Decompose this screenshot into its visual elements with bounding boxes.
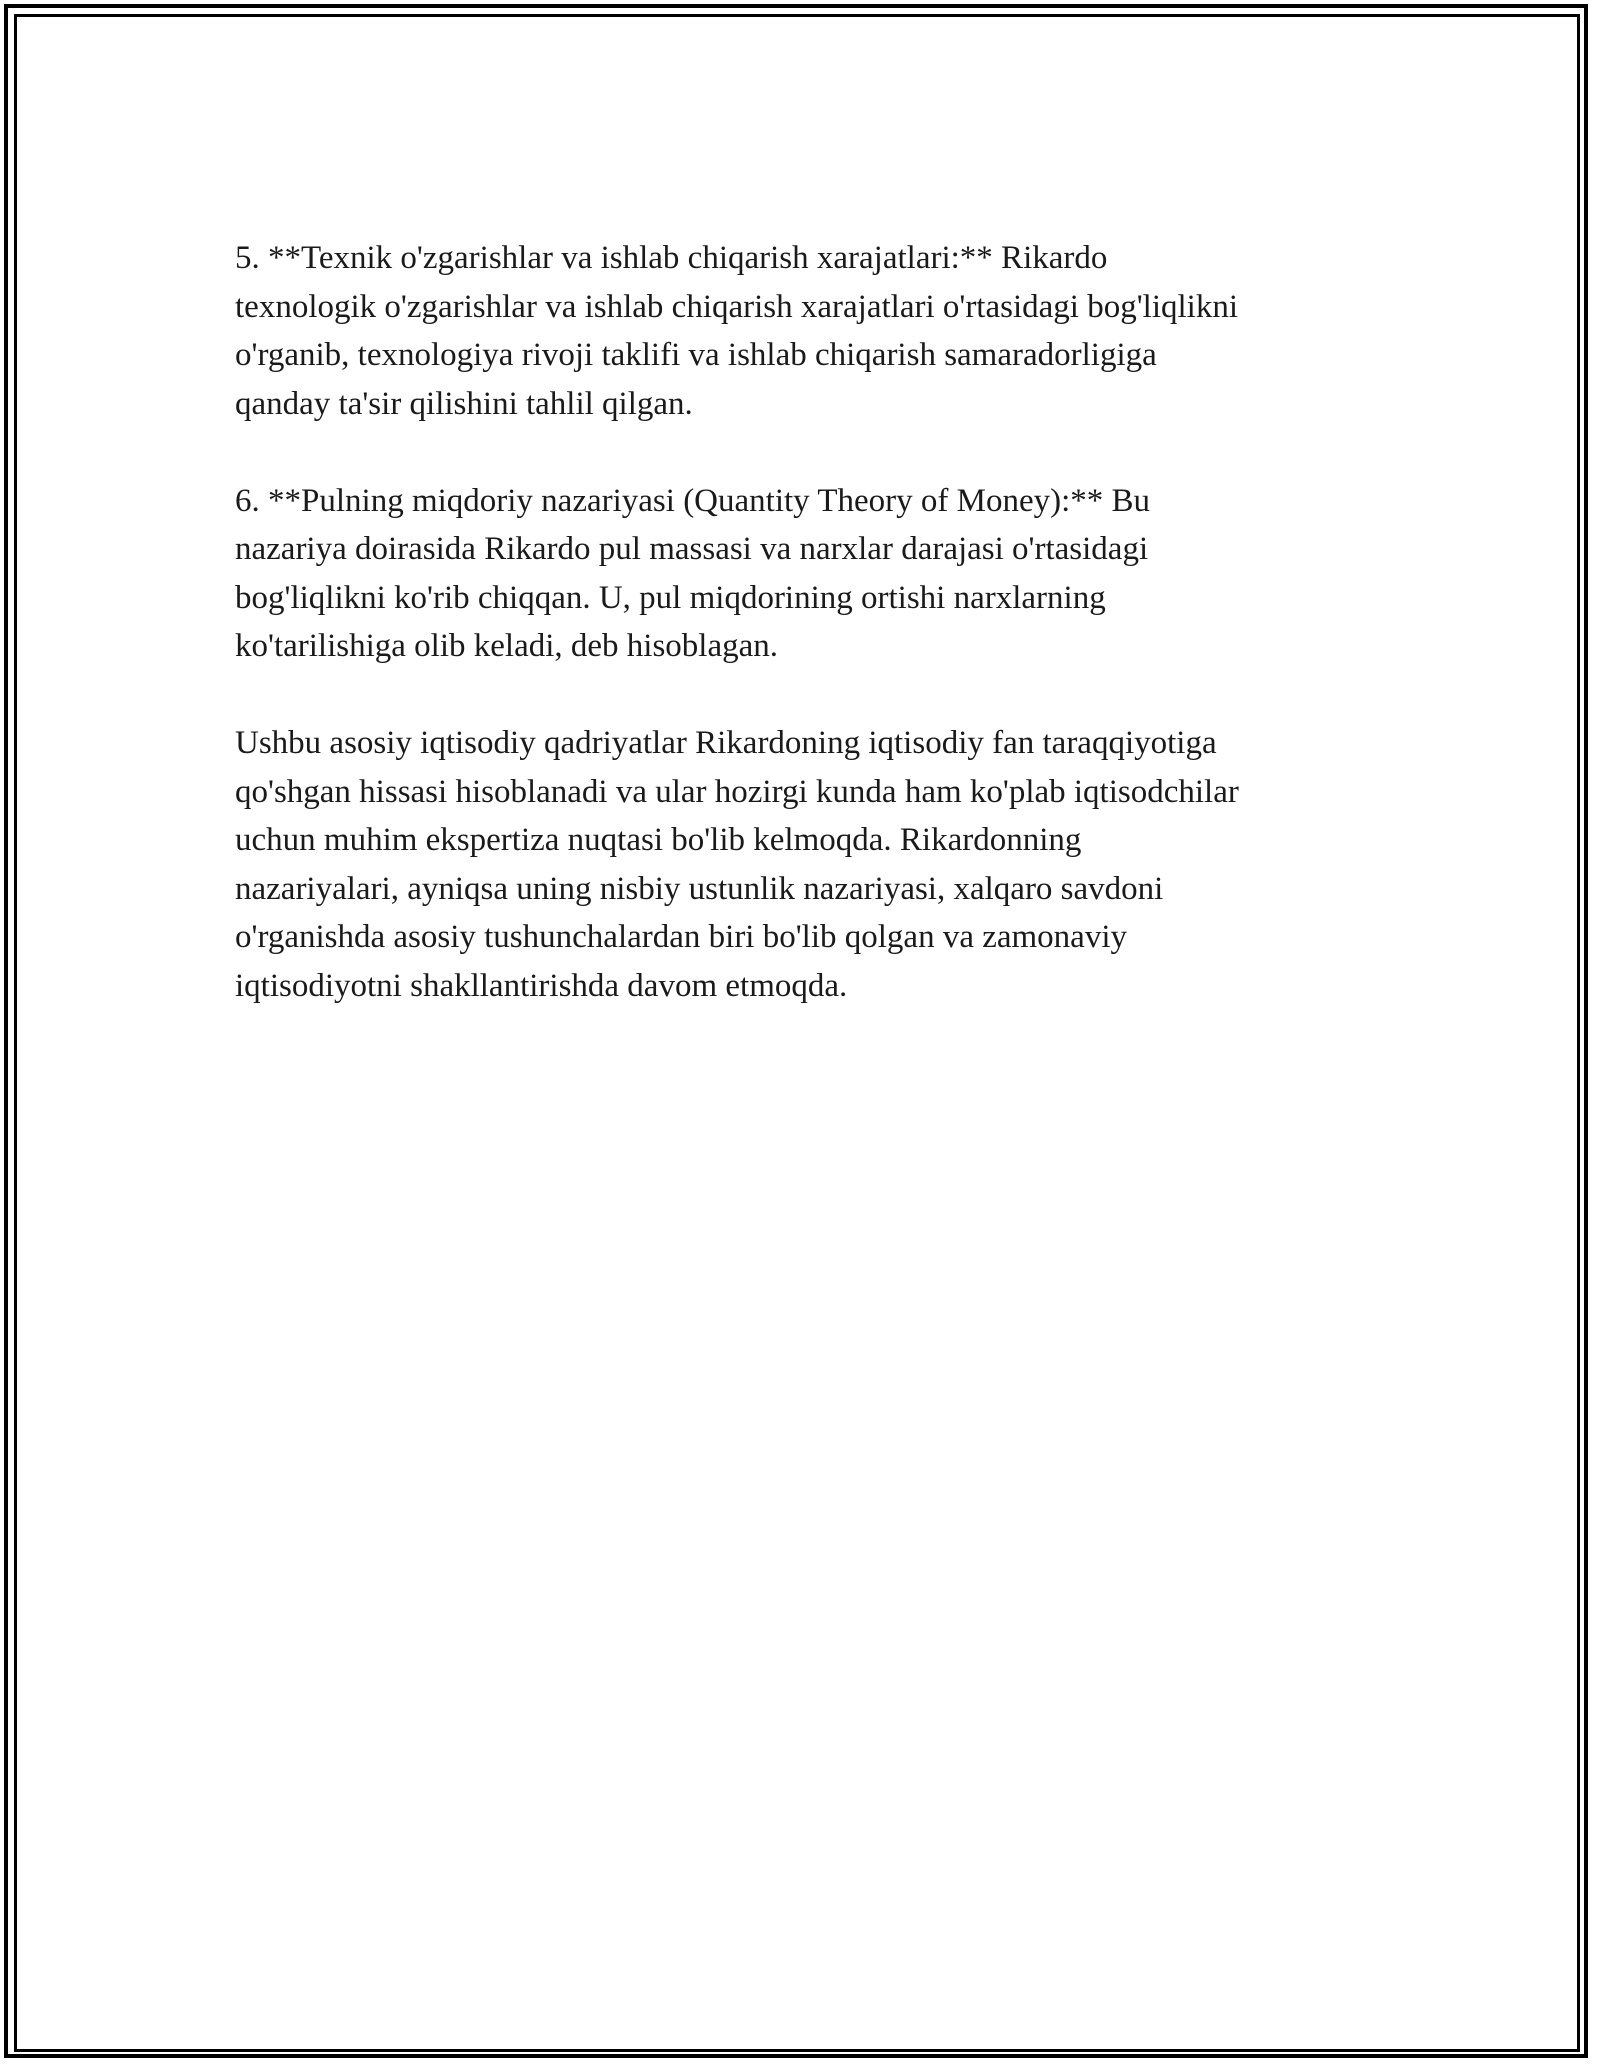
paragraph-technical-changes: 5. **Texnik o'zgarishlar va ishlab chiqarish xarajatlari:** Rikardo texnologik o'zgarishlar va ishlab chiqarish xarajatlari o'rtasidagi bog'liqlikni o'rganib, texnologiya rivoji taklifi va ishlab chiqarish samaradorligiga qanday ta'sir qilishini tahlil qilgan. bbox=[235, 240, 1238, 422]
document-body bbox=[235, 234, 1375, 1059]
paragraph-conclusion: Ushbu asosiy iqtisodiy qadriyatlar Rikardoning iqtisodiy fan taraqqiyotiga qo'shgan hissasi hisoblanadi va ular hozirgi kunda ham ko'plab iqtisodchilar uchun muhim ekspertiza nuqtasi bo'lib kelmoqda. Rikardonning nazariyalari, ayniqsa uning nisbiy ustunlik nazariyasi, xalqaro savdoni o'rganishda asosiy tushunchalardan biri bo'lib qolgan va zamonaviy iqtisodiyotni shakllantirishda davom etmoqda. bbox=[235, 725, 1239, 1004]
paragraph-quantity-theory: 6. **Pulning miqdoriy nazariyasi (Quantity Theory of Money):** Bu nazariya doirasida Rikardo pul massasi va narxlar darajasi o'rtasidagi bog'liqlikni ko'rib chiqqan. U, pul miqdorining ortishi narxlarning ko'tarilishiga olib keladi, deb hisoblagan. bbox=[235, 482, 1151, 664]
